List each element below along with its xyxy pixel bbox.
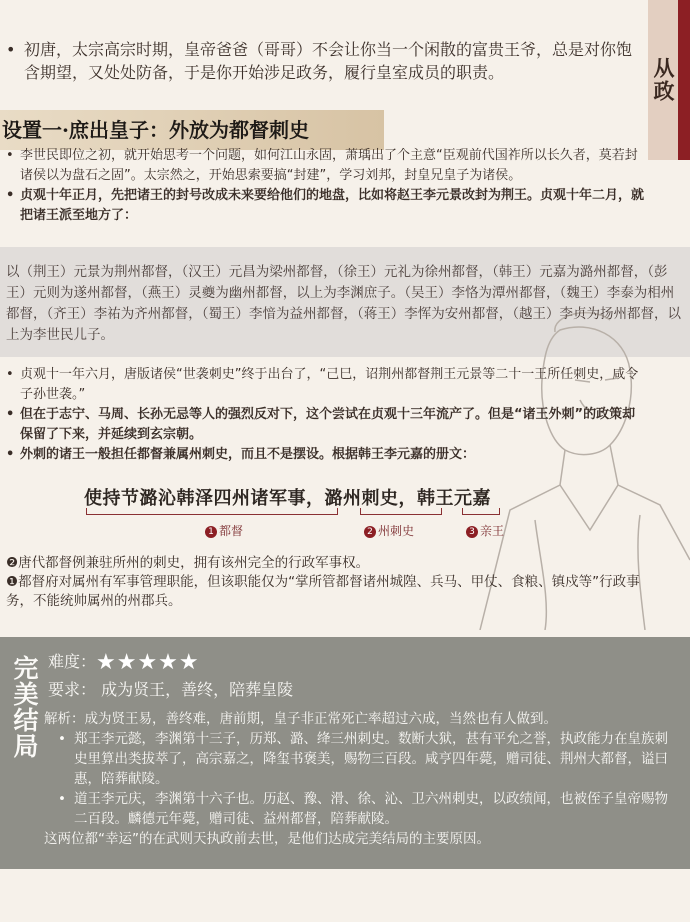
section-title: 设置一·庶出皇子：外放为都督刺史	[2, 118, 309, 142]
inscription-part-3: 韩王元嘉	[417, 488, 491, 509]
label-qinwang: 3 亲王	[466, 522, 504, 539]
list-item: • 外刺的诸王一般担任都督兼属州刺史，而且不是摆设。根据韩王李元嘉的册文：	[6, 447, 476, 462]
ending-panel	[0, 637, 690, 869]
title-inscription	[84, 484, 491, 510]
note-item: ❶都督府对属州有军事管理职能，但该职能仅为“掌所管都督诸州城隍、兵马、甲仗、食粮、镇戍等”行政事务，不能统帅属州的州郡兵。	[6, 574, 640, 609]
bullet-icon: •	[6, 40, 16, 59]
intro-paragraph: • 初唐，太宗高宗时期，皇帝爸爸（哥哥）不会让你当一个闲散的富贵王爷，总是对你饱含期望，又处处防备，于是你开始涉足政务，履行皇室成员的职责。	[6, 40, 633, 82]
list-item: • 贞观十一年六月，唐版诸侯“世袭刺史”终于出台了，“己巳，诏荆州都督荆王元景等二十一王所任刺史，咸令子孙世袭。”	[6, 367, 639, 402]
list-item: • 郑王李元懿，李渊第十三子，历郑、潞、绛三州刺史。数断大狱，甚有平允之誉，执政能力在皇族刺史里算出类拔萃了，高宗嘉之，降玺书褒美，赐物三百段。咸亨四年薨，赠司徒、荆州大都督，谥曰惠，陪葬献陵。	[58, 731, 668, 787]
label-dudu: 1 都督	[205, 522, 243, 539]
requirement: 要求： 成为贤王，善终，陪葬皇陵	[48, 680, 294, 699]
note-item: ❷唐代都督例兼驻所州的刺史，拥有该州完全的行政军事权。	[6, 555, 370, 571]
list-item: • 贞观十年正月，先把诸王的封号改成未来要给他们的地盘，比如将赵王李元景改封为荆王。贞观十年二月，就把诸王派至地方了：	[6, 188, 645, 223]
list-item: • 李世民即位之初，就开始思考一个问题，如何江山永固，萧瑀出了个主意“臣观前代国祚所以长久者，莫若封诸侯以为盘石之固”。太宗然之，开始思索要搞“封建”，学习刘邦，封皇兄皇子为诸侯。	[6, 148, 638, 183]
inscription-part-1: 使持节潞沁韩泽四州诸军事，	[84, 488, 325, 509]
notes	[6, 554, 656, 611]
quote-text: 以（荆王）元景为荆州都督，（汉王）元昌为梁州都督，（徐王）元礼为徐州都督，（韩王）元嘉为潞州都督，（彭王）元则为遂州都督，（燕王）灵夔为幽州都督，以上为李渊庶子。（吴王）李恪为潭州都督，（魏王）李泰为相州都督，（齐王）李祐为齐州都督，（蜀王）李愔为益州都督，（蒋王）李恽为安州都督，（越王）李贞为扬州都督，以上为李世民儿子。	[6, 264, 681, 343]
side-tab: 从政	[648, 0, 690, 160]
label-cishi: 2 州刺史	[364, 522, 414, 539]
star-rating-icon: ★★★★★	[96, 650, 200, 675]
list-item: • 道王李元庆，李渊第十六子也。历赵、豫、滑、徐、沁、卫六州刺史，以政绩闻，也被侄子皇帝赐物二百段。麟德元年薨，赠司徒、益州都督，陪葬献陵。	[58, 791, 668, 827]
bullet-list-b	[6, 365, 646, 465]
section-header	[0, 110, 384, 150]
bracket-1	[86, 508, 338, 515]
bracket-3	[462, 508, 500, 515]
difficulty: 难度：★★★★★	[48, 650, 200, 675]
bullet-list-a	[6, 146, 646, 226]
ending-title: 完美结局	[10, 655, 39, 759]
list-item: • 但在于志宁、马周、长孙无忌等人的强烈反对下，这个尝试在贞观十三年流产了。但是“诸王外刺”的政策却保留了下来，并延续到玄宗朝。	[6, 407, 636, 442]
inscription-part-2: 潞州刺史，	[324, 488, 417, 509]
bracket-2	[360, 508, 442, 515]
analysis: 解析：成为贤王易，善终难，唐前期，皇子非正常死亡率超过六成，当然也有人做到。 • 郑王李元懿，李渊第十三子，历郑、潞、绛三州刺史。数断大狱，甚有平允之誉，执政能力在皇族刺史里算出类拔萃了，高宗嘉之，降玺书褒美，赐物三百段。咸亨四年薨，赠司徒、荆州大都督，谥曰惠，陪葬献陵。 • 道王李元庆，李渊第十六子也。历赵、豫、滑、徐、沁、卫六州刺史，以政绩闻，也被侄子皇帝赐物二百段。麟德元年薨，赠司徒、益州都督，陪葬献陵。 这两位都“幸运”的在武则天执政前去世，是他们达成完美结局的主要原因。	[44, 709, 674, 849]
